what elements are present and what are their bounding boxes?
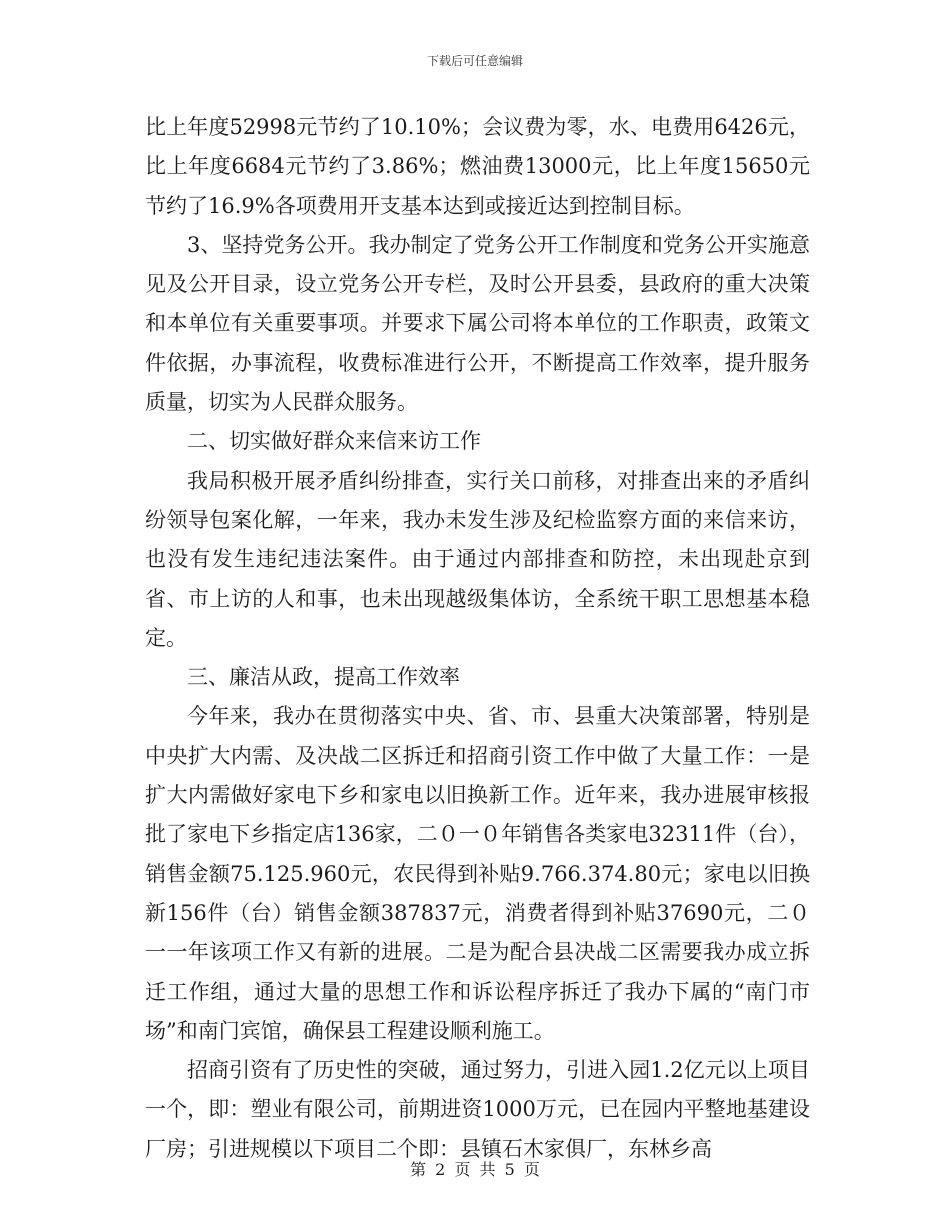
section-heading-integrity: 三、廉洁从政，提高工作效率 (187, 665, 460, 690)
section-heading-petitions: 二、切实做好群众来信来访工作 (187, 429, 481, 454)
paragraph-party-affairs: 3、坚持党务公开。我办制定了党务公开工作制度和党务公开实施意见及公开目录，设立党务公开专栏，及时公开县委，县政府的重大决策和本单位有关重要事项。并要求下属公司将本单位的工作职责，政策文件依据，办事流程，收费标准进行公开，不断提高工作效率，提升服务质量，切实为人民群众服务。 (145, 232, 810, 415)
paragraph-domestic-demand: 今年来，我办在贯彻落实中央、省、市、县重大决策部署，特别是中央扩大内需、及决战二区拆迁和招商引资工作中做了大量工作：一是扩大内需做好家电下乡和家电以旧换新工作。近年来，我办进展审核报批了家电下乡指定店136家，二０一０年销售各类家电32311件（台），销售金额75.125.960元，农民得到补贴9.766.374.80元；家电以旧换新156件（台）销售金额387837元，消费者得到补贴37690元，二０一一年该项工作又有新的进展。二是为配合县决战二区需要我办成立拆迁工作组，通过大量的思想工作和诉讼程序拆迁了我办下属的“南门市场”和南门宾馆，确保县工程建设顺利施工。 (145, 704, 810, 1043)
document-body (145, 108, 810, 1169)
page-header: 下载后可任意编辑 (426, 54, 523, 68)
paragraph-expenses: 比上年度52998元节约了10.10%；会议费为零，水、电费用6426元，比上年度6684元节约了3.86%；燃油费13000元，比上年度15650元节约了16.9%各项费用开支基本达到或接近达到控制目标。 (145, 115, 810, 218)
paragraph-petitions: 我局积极开展矛盾纠纷排查，实行关口前移，对排查出来的矛盾纠纷领导包案化解，一年来，我办未发生涉及纪检监察方面的来信来访，也没有发生违纪违法案件。由于通过内部排查和防控，未出现赴京到省、市上访的人和事，也未出现越级集体访，全系统干职工思想基本稳定。 (145, 468, 810, 650)
page-footer: 第 2 页 共 5 页 (410, 1160, 540, 1179)
paragraph-investment: 招商引资有了历史性的突破，通过努力，引进入园1.2亿元以上项目一个，即：塑业有限公司，前期进资1000万元，已在园内平整地基建设厂房；引进规模以下项目二个即：县镇石木家俱厂，东林乡高 (145, 1058, 810, 1161)
